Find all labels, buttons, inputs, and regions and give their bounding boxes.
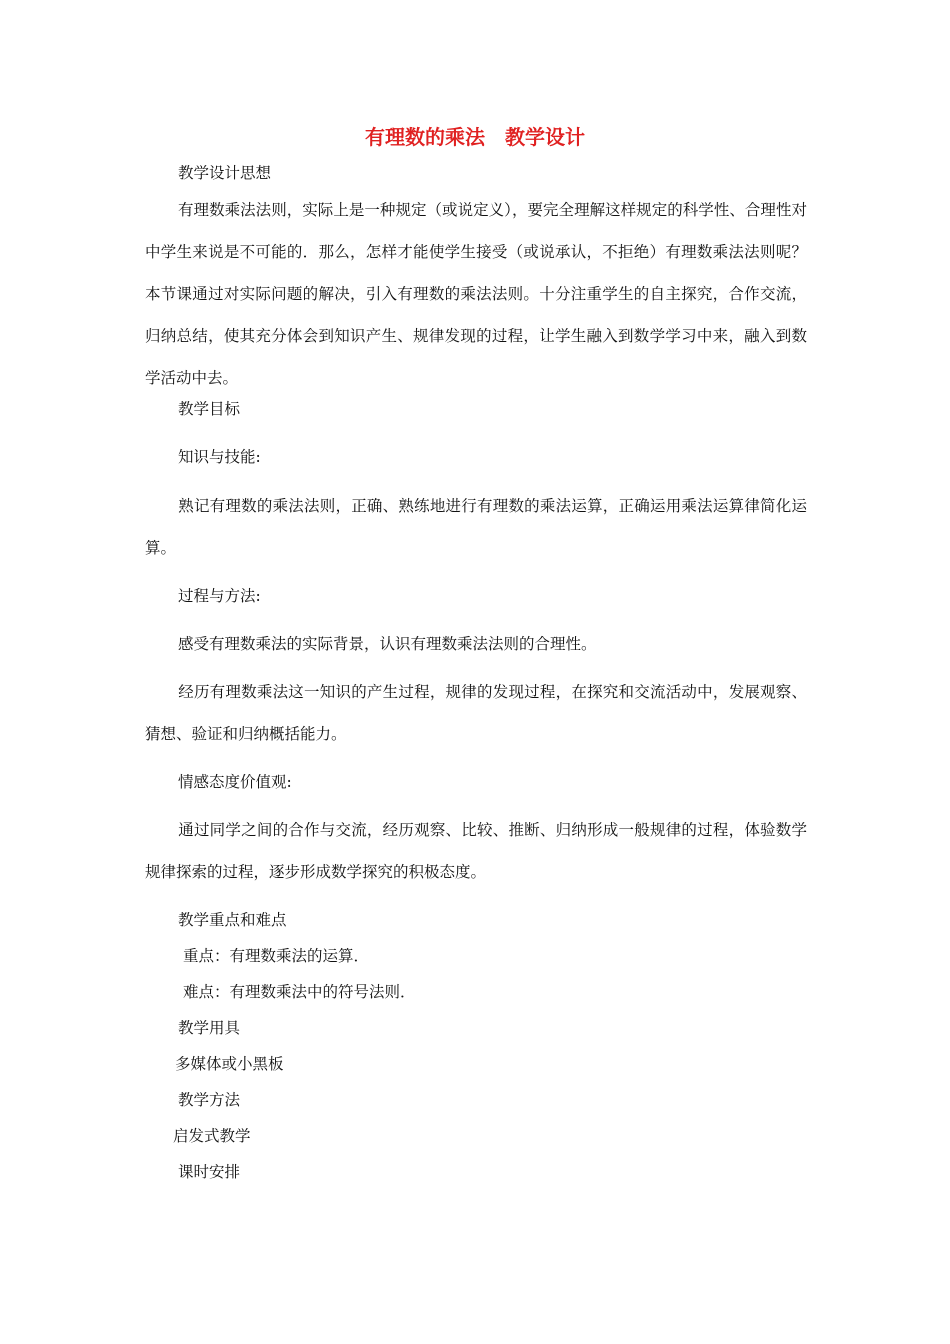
process-text-2: 经历有理数乘法这一知识的产生过程，规律的发现过程，在探究和交流活动中，发展观察、猜想、验证和归纳概括能力。 <box>145 683 807 743</box>
process-paragraph-1 <box>145 623 807 665</box>
method-text: 启发式教学 <box>173 1127 251 1145</box>
emotion-text: 通过同学之间的合作与交流，经历观察、比较、推断、归纳形成一般规律的过程，体验数学规律探索的过程，逐步形成数学探究的积极态度。 <box>145 821 807 881</box>
process-text-1: 感受有理数乘法的实际背景，认识有理数乘法法则的合理性。 <box>178 635 597 653</box>
document-title: 有理数的乘法 教学设计 <box>365 125 585 149</box>
emotion-heading: 情感态度价值观: <box>178 773 292 791</box>
key-point: 重点：有理数乘法的运算． <box>183 947 370 965</box>
schedule-heading: 课时安排 <box>178 1163 241 1181</box>
design-heading: 教学设计思想 <box>178 164 272 182</box>
emotion-paragraph <box>145 809 807 893</box>
method-heading: 教学方法 <box>178 1091 241 1109</box>
process-heading: 过程与方法: <box>178 587 261 605</box>
process-paragraph-2 <box>145 671 807 755</box>
tools-heading: 教学用具 <box>178 1019 241 1037</box>
knowledge-paragraph <box>145 485 807 569</box>
knowledge-text: 熟记有理数的乘法法则，正确、熟练地进行有理数的乘法运算，正确运用乘法运算律简化运算。 <box>145 497 807 557</box>
difficult-point: 难点：有理数乘法中的符号法则． <box>183 983 416 1001</box>
tools-text: 多媒体或小黑板 <box>175 1055 284 1073</box>
goals-heading: 教学目标 <box>178 400 241 418</box>
key-heading: 教学重点和难点 <box>178 911 287 929</box>
design-paragraph <box>145 189 807 399</box>
design-text: 有理数乘法法则，实际上是一种规定（或说定义），要完全理解这样规定的科学性、合理性对中学生来说是不可能的．那么，怎样才能使学生接受（或说承认，不拒绝）有理数乘法法则呢？本节课通过对实际问题的解决，引入有理数的乘法法则。十分注重学生的自主探究，合作交流，归纳总结，使其充分体会到知识产生、规律发现的过程，让学生融入到数学学习中来，融入到数学活动中去。 <box>145 201 807 387</box>
knowledge-heading: 知识与技能: <box>178 448 261 466</box>
